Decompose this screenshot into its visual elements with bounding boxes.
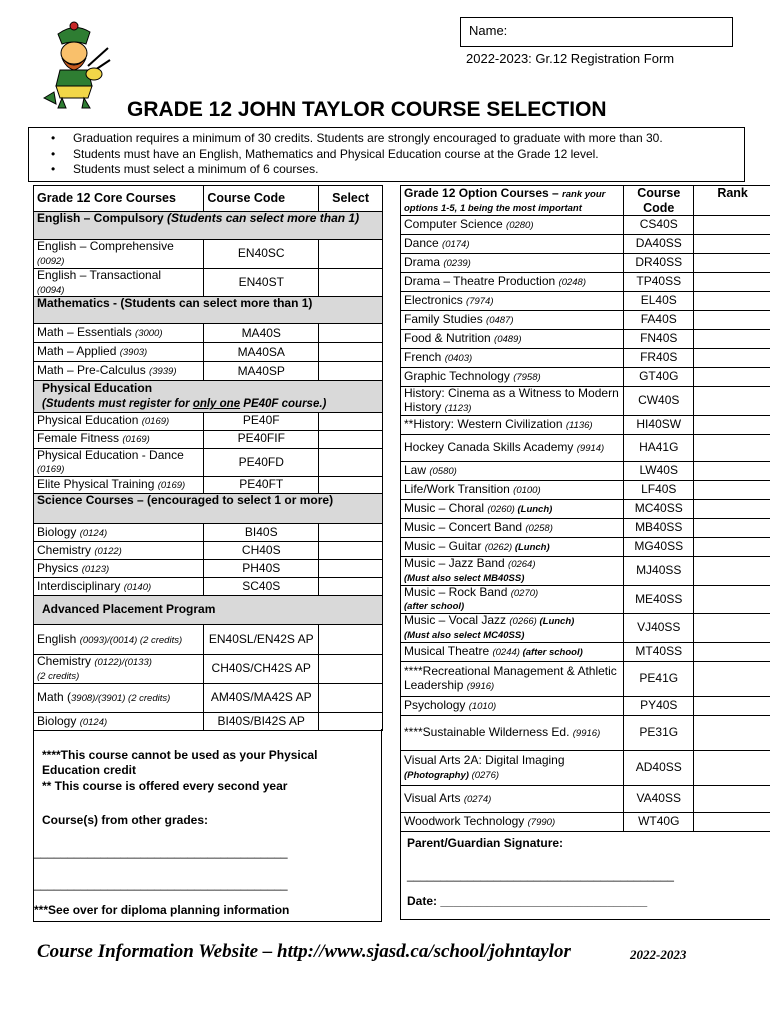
option-course-code: FR40S: [624, 349, 694, 368]
option-course-code: MB40SS: [624, 518, 694, 537]
option-course-code: GT40G: [624, 368, 694, 387]
course-name: Math – Applied (3903): [34, 343, 204, 362]
option-course-name: Visual Arts 2A: Digital Imaging (Photography) (0276): [401, 751, 624, 786]
course-name: Math – Essentials (3000): [34, 324, 204, 343]
option-course-code: HA41G: [624, 434, 694, 461]
course-code: PE40FT: [204, 477, 319, 494]
rank-cell[interactable]: [694, 311, 770, 330]
rank-cell[interactable]: [694, 499, 770, 518]
course-code: EN40SC: [204, 240, 319, 269]
option-row: [401, 273, 770, 292]
option-row: [401, 368, 770, 387]
option-course-name: Life/Work Transition (0100): [401, 480, 624, 499]
option-course-code: FN40S: [624, 330, 694, 349]
course-code: BI40S: [204, 524, 319, 542]
course-name: Chemistry (0122): [34, 542, 204, 560]
option-course-name: Psychology (1010): [401, 697, 624, 716]
rank-cell[interactable]: [694, 461, 770, 480]
course-name: Biology (0124): [34, 524, 204, 542]
other-grades-line[interactable]: ______________________________________: [34, 845, 288, 859]
rank-cell[interactable]: [694, 273, 770, 292]
col-header-course-code: Course Code: [624, 186, 694, 216]
course-code: CH40S: [204, 542, 319, 560]
course-name: Physical Education - Dance (0169): [34, 448, 204, 477]
option-course-name: Law (0580): [401, 461, 624, 480]
option-course-code: MG40SS: [624, 537, 694, 556]
pe-credit-note: ****This course cannot be used as your Physical Education credit: [42, 748, 318, 777]
option-row: [401, 751, 770, 786]
option-row: [401, 349, 770, 368]
requirement-item: • Students must have an English, Mathematics and Physical Education course at the Grade 12 level.: [29, 147, 744, 163]
course-code: MA40SP: [204, 362, 319, 381]
course-name: English – Transactional (0094): [34, 268, 204, 297]
option-course-name: Computer Science (0280): [401, 216, 624, 235]
rank-cell[interactable]: [694, 614, 770, 643]
rank-cell[interactable]: [694, 537, 770, 556]
option-course-name: Drama – Theatre Production (0248): [401, 273, 624, 292]
course-name: Elite Physical Training (0169): [34, 477, 204, 494]
requirements-box: [28, 127, 745, 182]
option-row: [401, 254, 770, 273]
option-row: [401, 813, 770, 832]
option-course-code: PY40S: [624, 697, 694, 716]
option-course-name: Music – Choral (0260) (Lunch): [401, 499, 624, 518]
option-course-code: TP40SS: [624, 273, 694, 292]
option-course-name: Family Studies (0487): [401, 311, 624, 330]
select-cell[interactable]: [319, 560, 383, 578]
option-course-code: MJ40SS: [624, 556, 694, 585]
select-cell[interactable]: [319, 448, 383, 477]
course-code: BI40S/BI42S AP: [204, 713, 319, 731]
option-row: [401, 585, 770, 614]
option-course-code: AD40SS: [624, 751, 694, 786]
option-row: [401, 292, 770, 311]
rank-cell[interactable]: [694, 813, 770, 832]
option-course-code: LF40S: [624, 480, 694, 499]
highland-piper-mascot-icon: [36, 20, 112, 110]
option-course-name: Music – Vocal Jazz (0266) (Lunch) (Must also select MC40SS): [401, 614, 624, 643]
option-row: [401, 716, 770, 751]
rank-cell[interactable]: [694, 518, 770, 537]
option-course-code: HI40SW: [624, 415, 694, 434]
rank-cell[interactable]: [694, 387, 770, 416]
rank-cell[interactable]: [694, 716, 770, 751]
option-course-code: CS40S: [624, 216, 694, 235]
rank-cell[interactable]: [694, 434, 770, 461]
option-row: [401, 518, 770, 537]
option-course-code: PE31G: [624, 716, 694, 751]
course-code: CH40S/CH42S AP: [204, 655, 319, 684]
rank-cell[interactable]: [694, 254, 770, 273]
option-row: [401, 499, 770, 518]
col-header-course-code: Course Code: [204, 186, 319, 212]
other-grades-line[interactable]: ______________________________________: [34, 877, 288, 891]
option-courses-table: [400, 185, 770, 832]
page-title: GRADE 12 JOHN TAYLOR COURSE SELECTION: [127, 98, 607, 121]
signature-line[interactable]: ________________________________________: [407, 868, 674, 882]
section-advanced-placement: Advanced Placement Program: [34, 596, 383, 625]
course-code: PE40FIF: [204, 430, 319, 448]
select-cell[interactable]: [319, 625, 383, 655]
select-cell[interactable]: [319, 542, 383, 560]
rank-cell[interactable]: [694, 662, 770, 697]
option-course-name: Music – Guitar (0262) (Lunch): [401, 537, 624, 556]
option-course-name: ****Recreational Management & Athletic Leadership (9916): [401, 662, 624, 697]
core-courses-table: [33, 185, 383, 731]
course-name: Physical Education (0169): [34, 412, 204, 430]
course-code: MA40SA: [204, 343, 319, 362]
rank-cell[interactable]: [694, 330, 770, 349]
option-row: [401, 643, 770, 662]
section-english: English – Compulsory (Students can select more than 1): [34, 212, 383, 240]
option-course-name: Drama (0239): [401, 254, 624, 273]
notes-box: [33, 729, 382, 922]
option-row: [401, 461, 770, 480]
option-row: [401, 415, 770, 434]
rank-cell[interactable]: [694, 643, 770, 662]
select-cell[interactable]: [319, 412, 383, 430]
option-row: [401, 235, 770, 254]
rank-cell[interactable]: [694, 368, 770, 387]
col-header-core-course: Grade 12 Core Courses: [34, 186, 204, 212]
option-course-code: DR40SS: [624, 254, 694, 273]
rank-cell[interactable]: [694, 751, 770, 786]
rank-cell[interactable]: [694, 292, 770, 311]
see-over-note: ***See over for diploma planning information: [34, 903, 290, 917]
section-physical-education: Physical Education (Students must register for only one PE40F course.): [34, 381, 383, 412]
course-code: EN40ST: [204, 268, 319, 297]
option-course-code: MT40SS: [624, 643, 694, 662]
option-course-code: EL40S: [624, 292, 694, 311]
option-course-name: Electronics (7974): [401, 292, 624, 311]
course-name: Chemistry (0122)/(0133) (2 credits): [34, 655, 204, 684]
option-row: [401, 537, 770, 556]
option-course-name: Music – Jazz Band (0264) (Must also select MB40SS): [401, 556, 624, 585]
select-cell[interactable]: [319, 524, 383, 542]
course-name: Physics (0123): [34, 560, 204, 578]
option-row: [401, 786, 770, 813]
signature-box: [400, 832, 770, 920]
option-row: [401, 216, 770, 235]
other-grades-label: Course(s) from other grades:: [42, 813, 209, 827]
course-name: English (0093)/(0014) (2 credits): [34, 625, 204, 655]
col-header-select: Select: [319, 186, 383, 212]
option-row: [401, 311, 770, 330]
course-code: SC40S: [204, 578, 319, 596]
option-row: [401, 434, 770, 461]
option-course-code: FA40S: [624, 311, 694, 330]
select-cell[interactable]: [319, 362, 383, 381]
option-row: [401, 480, 770, 499]
option-course-code: ME40SS: [624, 585, 694, 614]
course-name: Female Fitness (0169): [34, 430, 204, 448]
rank-cell[interactable]: [694, 480, 770, 499]
select-cell[interactable]: [319, 268, 383, 297]
select-cell[interactable]: [319, 578, 383, 596]
option-course-name: Woodwork Technology (7990): [401, 813, 624, 832]
option-row: [401, 614, 770, 643]
option-course-code: VA40SS: [624, 786, 694, 813]
name-field[interactable]: [460, 17, 733, 47]
col-header-rank: Rank: [694, 186, 770, 216]
option-course-name: Visual Arts (0274): [401, 786, 624, 813]
rank-cell[interactable]: [694, 216, 770, 235]
rank-cell[interactable]: [694, 697, 770, 716]
select-cell[interactable]: [319, 240, 383, 269]
rank-cell[interactable]: [694, 415, 770, 434]
rank-cell[interactable]: [694, 235, 770, 254]
option-course-name: Food & Nutrition (0489): [401, 330, 624, 349]
option-row: [401, 330, 770, 349]
requirement-item: • Students must select a minimum of 6 courses.: [29, 162, 744, 178]
select-cell[interactable]: [319, 477, 383, 494]
option-course-name: Graphic Technology (7958): [401, 368, 624, 387]
select-cell[interactable]: [319, 430, 383, 448]
section-mathematics: Mathematics - (Students can select more than 1): [34, 297, 383, 324]
option-course-code: CW40S: [624, 387, 694, 416]
section-science: Science Courses – (encouraged to select 1 or more): [34, 494, 383, 524]
option-course-code: DA40SS: [624, 235, 694, 254]
footer-year: 2022-2023: [630, 947, 687, 962]
course-name: Math (3908)/(3901) (2 credits): [34, 684, 204, 713]
option-course-name: History: Cinema as a Witness to Modern History (1123): [401, 387, 624, 416]
select-cell[interactable]: [319, 343, 383, 362]
option-course-name: French (0403): [401, 349, 624, 368]
option-course-name: Dance (0174): [401, 235, 624, 254]
course-code: MA40S: [204, 324, 319, 343]
course-name: Math – Pre-Calculus (3939): [34, 362, 204, 381]
option-course-name: ****Sustainable Wilderness Ed. (9916): [401, 716, 624, 751]
course-info-website[interactable]: Course Information Website – http://www.sjasd.ca/school/johntaylor: [37, 941, 571, 962]
course-name: Interdisciplinary (0140): [34, 578, 204, 596]
course-code: PH40S: [204, 560, 319, 578]
select-cell[interactable]: [319, 655, 383, 684]
option-row: [401, 697, 770, 716]
rank-cell[interactable]: [694, 556, 770, 585]
rank-cell[interactable]: [694, 786, 770, 813]
name-label: Name:: [469, 23, 508, 38]
option-course-code: VJ40SS: [624, 614, 694, 643]
course-code: AM40S/MA42S AP: [204, 684, 319, 713]
option-course-code: WT40G: [624, 813, 694, 832]
select-cell[interactable]: [319, 684, 383, 713]
select-cell[interactable]: [319, 324, 383, 343]
every-second-year-note: ** This course is offered every second year: [42, 779, 288, 793]
course-code: PE40F: [204, 412, 319, 430]
option-course-name: Music – Concert Band (0258): [401, 518, 624, 537]
course-code: PE40FD: [204, 448, 319, 477]
signature-label: Parent/Guardian Signature:: [407, 836, 564, 850]
option-course-code: PE41G: [624, 662, 694, 697]
course-name: Biology (0124): [34, 713, 204, 731]
option-course-code: LW40S: [624, 461, 694, 480]
rank-cell[interactable]: [694, 585, 770, 614]
option-course-name: Music – Rock Band (0270) (after school): [401, 585, 624, 614]
requirement-item: • Graduation requires a minimum of 30 credits. Students are strongly encouraged to graduate with more than 30.: [29, 131, 744, 147]
form-title: 2022-2023: Gr.12 Registration Form: [466, 51, 675, 66]
col-header-option-course: Grade 12 Option Courses – rank your options 1-5, 1 being the most important: [401, 186, 624, 216]
option-course-code: MC40SS: [624, 499, 694, 518]
option-row: [401, 387, 770, 416]
option-course-name: Musical Theatre (0244) (after school): [401, 643, 624, 662]
course-name: English – Comprehensive (0092): [34, 240, 204, 269]
option-course-name: **History: Western Civilization (1136): [401, 415, 624, 434]
option-course-name: Hockey Canada Skills Academy (9914): [401, 434, 624, 461]
course-code: EN40SL/EN42S AP: [204, 625, 319, 655]
rank-cell[interactable]: [694, 349, 770, 368]
option-row: [401, 556, 770, 585]
date-field[interactable]: Date: _______________________________: [407, 894, 648, 908]
mascot-logo: [36, 20, 112, 110]
option-row: [401, 662, 770, 697]
